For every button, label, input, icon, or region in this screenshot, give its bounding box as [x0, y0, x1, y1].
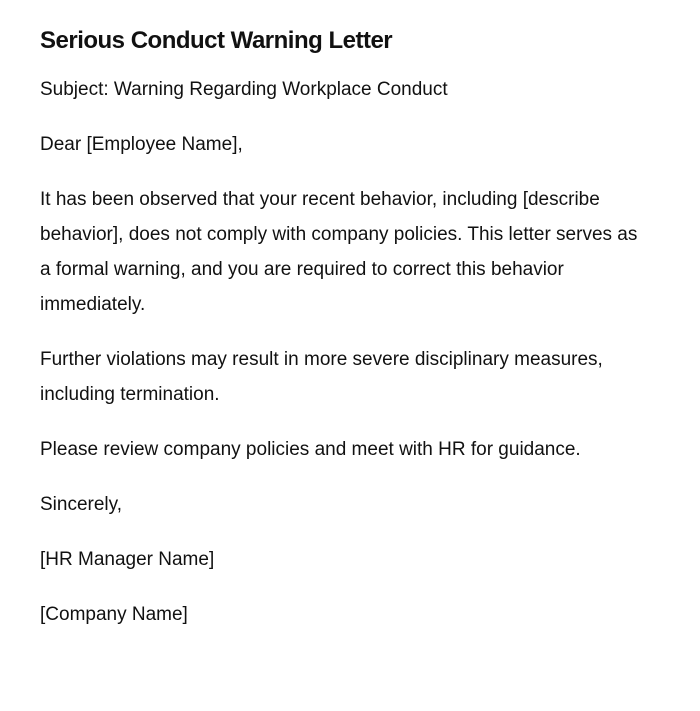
- letter: [40, 24, 650, 652]
- body-paragraph: It has been observed that your recent behavior, including [describe behavior], does not comply with company policies. This letter serves as a formal warning, and you are required to correct this behavior immediately.: [40, 189, 638, 315]
- closing: Sincerely,: [40, 494, 123, 515]
- body-paragraph: Please review company policies and meet with HR for guidance.: [40, 439, 581, 460]
- letter-title: Serious Conduct Warning Letter: [40, 27, 393, 54]
- company-name: [Company Name]: [40, 604, 188, 625]
- signer-name: [HR Manager Name]: [40, 549, 215, 570]
- greeting: Dear [Employee Name],: [40, 134, 243, 155]
- subject-line: Subject: Warning Regarding Workplace Conduct: [40, 79, 448, 100]
- body-paragraph: Further violations may result in more severe disciplinary measures, including termination.: [40, 349, 603, 405]
